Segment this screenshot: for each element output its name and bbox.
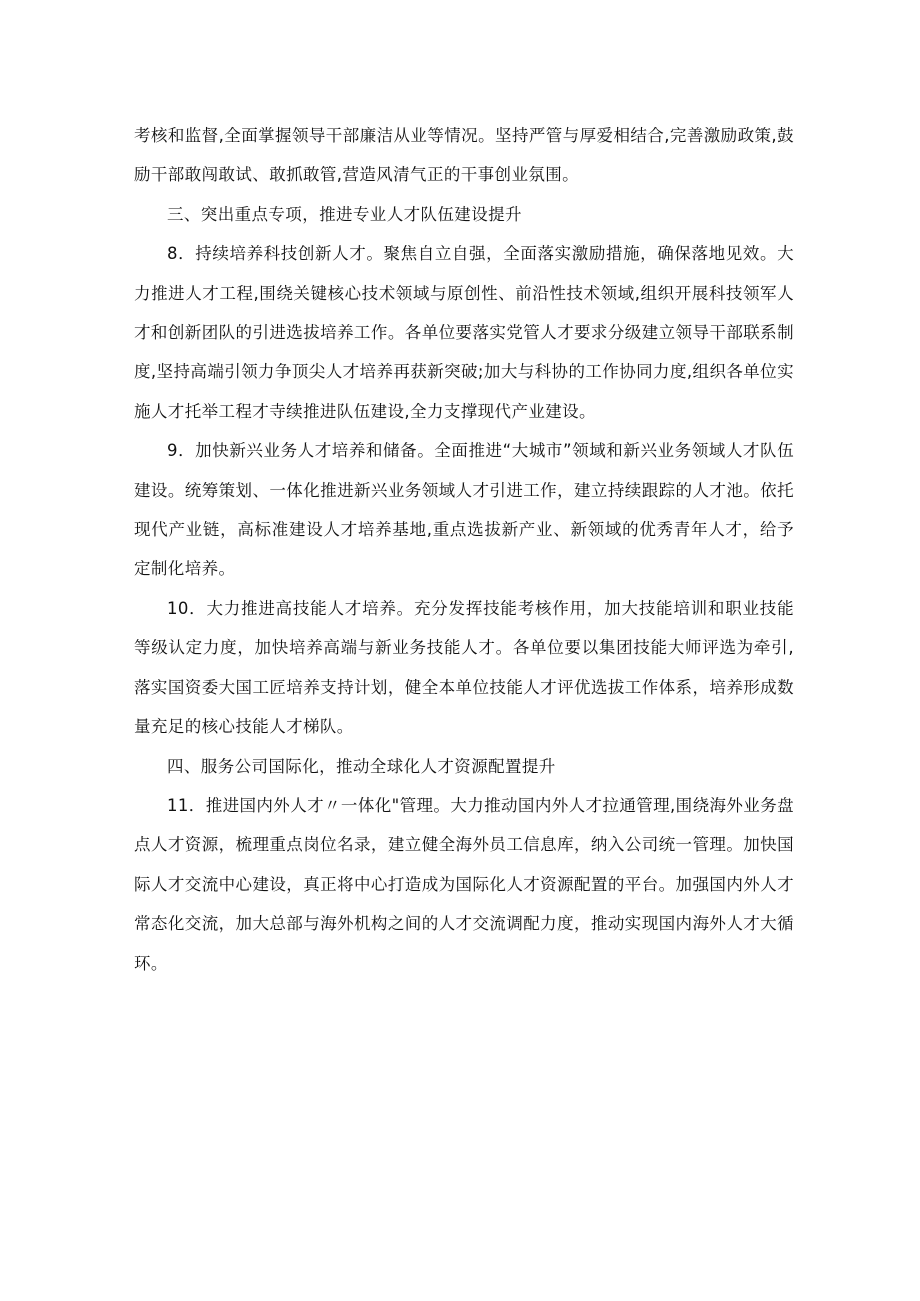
paragraph-item-10: 10．大力推进高技能人才培养。充分发挥技能考核作用，加大技能培训和职业技能等级认定力度，加快培养高端与新业务技能人才。各单位要以集团技能大师评选为牵引,落实国资委大国工匠培养支持计划，健全本单位技能人才评优选拔工作体系，培养形成数量充足的核心技能人才梯队。: [134, 598, 794, 737]
section-heading-4: 四、服务公司国际化，推动全球化人才资源配置提升: [167, 756, 556, 776]
document-body: [134, 116, 794, 983]
paragraph-item-9: 9．加快新兴业务人才培养和储备。全面推进“大城市”领域和新兴业务领域人才队伍建设。统筹策划、一体化推进新兴业务领域人才引进工作，建立持续跟踪的人才池。依托现代产业链，高标准建设人才培养基地,重点选拔新产业、新领域的优秀青年人才，给予定制化培养。: [134, 441, 794, 579]
paragraph-item-11: 11．推进国内外人才〃一体化"管理。大力推动国内外人才拉通管理,围绕海外业务盘点人才资源，梳理重点岗位名录，建立健全海外员工信息库，纳入公司统一管理。加快国际人才交流中心建设，真正将中心打造成为国际化人才资源配置的平台。加强国内外人才常态化交流，加大总部与海外机构之间的人才交流调配力度，推动实现国内海外人才大循环。: [134, 795, 794, 973]
section-heading-3: 三、突出重点专项，推进专业人才队伍建设提升: [167, 204, 522, 224]
paragraph-continuation: 考核和监督,全面掌握领导干部廉洁从业等情况。坚持严管与厚爱相结合,完善激励政策,鼓励干部敢闯敢试、敢抓敢管,营造风清气正的干事创业氛围。: [134, 126, 794, 185]
paragraph-item-8: 8．持续培养科技创新人才。聚焦自立自强，全面落实激励措施，确保落地见效。大力推进人才工程,围绕关键核心技术领域与原创性、前沿性技术领域,组织开展科技领军人才和创新团队的引进选拔培养工作。各单位要落实党管人才要求分级建立领导干部联系制度,坚持高端引领力争顶尖人才培养再获新突破;加大与科协的工作协同力度,组织各单位实施人才托举工程才寺续推进队伍建设,全力支撑现代产业建设。: [134, 244, 794, 421]
